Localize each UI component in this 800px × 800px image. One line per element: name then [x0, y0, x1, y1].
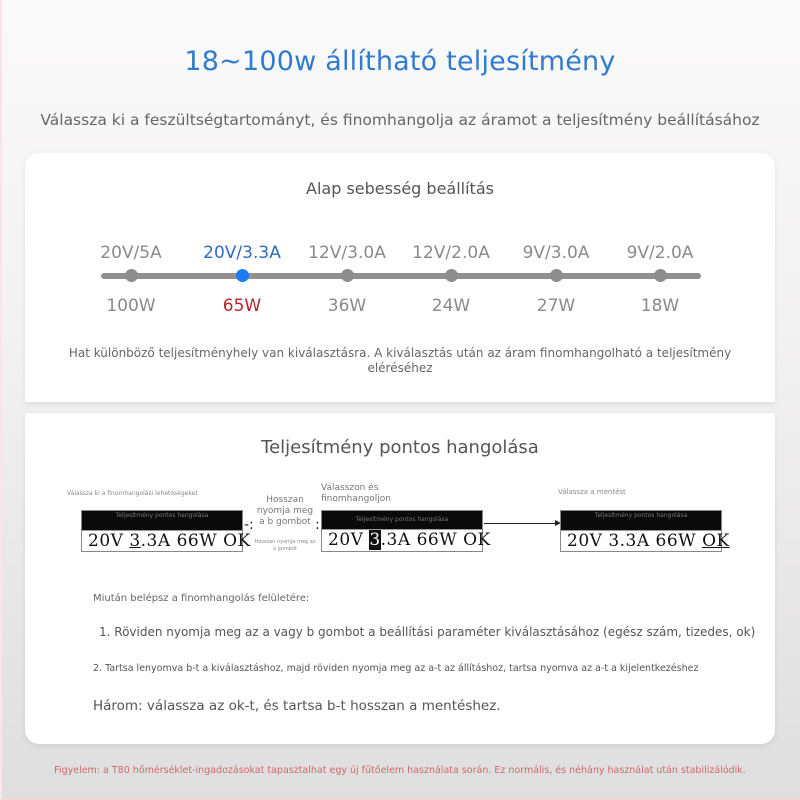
preset-stop-24w[interactable]: [396, 241, 506, 316]
instruction-step-2: 2. Tartsa lenyomva b-t a kiválasztáshoz, majd röviden nyomja meg az a-t az állításhoz, tartsa nyomva az a-t a kijelentkezéshez: [93, 663, 699, 674]
preset-voltage-label: 20V/5A: [100, 243, 162, 263]
slider-stop-dot[interactable]: [445, 269, 458, 282]
lcd-header: Teljesítmény pontos hangolása: [561, 511, 721, 530]
slider-stop-dot[interactable]: [341, 269, 354, 282]
lcd-reading: [82, 530, 251, 552]
lcd-power: 66W: [416, 530, 458, 550]
preset-voltage-label: 12V/3.0A: [308, 243, 386, 263]
finetune-card-title: Teljesítmény pontos hangolása: [261, 437, 539, 458]
connector-colon: -:: [244, 517, 254, 533]
preset-voltage-label: 12V/2.0A: [412, 243, 490, 263]
connector-colon: :: [315, 517, 320, 533]
arrow-line: [484, 523, 556, 524]
lcd-current-int-selected: 3: [369, 530, 381, 550]
preset-voltage-label: 20V/3.3A: [203, 243, 281, 263]
preset-card-title: Alap sebesség beállítás: [306, 179, 494, 198]
slider-stop-dot-selected[interactable]: [236, 269, 249, 282]
instruction-step-1: 1. Röviden nyomja meg az a vagy b gombot a beállítási paraméter kiválasztásához (egész szám, tizedes, ok): [99, 625, 756, 639]
stage2-caption: Válasszon és finomhangoljon: [321, 483, 392, 504]
preset-stop-27w[interactable]: [501, 241, 611, 316]
lcd-reading: [322, 529, 491, 551]
lcd-screen-stage3: [560, 510, 730, 552]
slider-stop-dot[interactable]: [654, 269, 667, 282]
page-subtitle: Válassza ki a feszültségtartományt, és finomhangolja az áramot a teljesítmény beállításához: [40, 111, 760, 129]
preset-stop-100w[interactable]: [76, 241, 186, 316]
lcd-power: 66W: [176, 531, 218, 551]
lcd-current-rest: .3A: [380, 530, 411, 550]
instructions-intro: Miután belépsz a finomhangolás felületére:: [93, 593, 310, 604]
preset-power-label: 18W: [640, 296, 680, 316]
stage3-caption: Válassza a mentést: [558, 488, 626, 496]
preset-note: Hat különböző teljesítményhely van kiválasztásra. A kiválasztás után az áram finomhangolható a teljesítmény eléréséhez: [68, 346, 732, 375]
transition1-label: Hosszan nyomja meg a b gombot: [256, 495, 314, 527]
preset-stop-18w[interactable]: [605, 241, 715, 316]
stage1-caption: Válassza ki a finomhangolási lehetőségeket: [67, 490, 198, 497]
slider-stop-dot[interactable]: [550, 269, 563, 282]
lcd-screen-stage1: [81, 510, 251, 552]
preset-power-label: 27W: [536, 296, 576, 316]
lcd-voltage: 20V: [567, 531, 603, 551]
preset-stop-65w[interactable]: [187, 241, 297, 316]
preset-power-label: 100W: [106, 296, 156, 316]
slider-stop-dot[interactable]: [125, 269, 138, 282]
transition1-sublabel: Hosszan nyomja meg az a gombot: [254, 539, 316, 552]
lcd-voltage: 20V: [328, 530, 364, 550]
lcd-header: Teljesítmény pontos hangolása: [322, 511, 482, 529]
page-title: 18~100w állítható teljesítmény: [184, 46, 616, 77]
power-preset-slider[interactable]: [101, 241, 701, 321]
lcd-current-rest: .3A: [140, 531, 171, 551]
preset-power-label: 65W: [222, 296, 262, 316]
finetune-card: [25, 413, 775, 744]
lcd-ok: OK: [463, 530, 491, 550]
lcd-header: Teljesítmény pontos hangolása: [82, 511, 242, 530]
lcd-power: 66W: [655, 531, 697, 551]
lcd-screen-stage2: [321, 510, 491, 552]
warning-note: Figyelem: a T80 hőmérséklet-ingadozásokat tapasztalhat egy új fűtőelem használata során. Ez normális, és néhány használat után stabilizálódik.: [54, 765, 746, 776]
lcd-current: 3.3A: [608, 531, 650, 551]
lcd-current-int: 3: [129, 531, 141, 551]
preset-stop-36w[interactable]: [292, 241, 402, 316]
preset-power-label: 36W: [327, 296, 367, 316]
preset-power-label: 24W: [431, 296, 471, 316]
preset-voltage-label: 9V/3.0A: [522, 243, 590, 263]
instruction-step-3: Három: válassza az ok-t, és tartsa b-t hosszan a mentéshez.: [93, 698, 501, 714]
preset-voltage-label: 9V/2.0A: [626, 243, 694, 263]
lcd-voltage: 20V: [88, 531, 124, 551]
lcd-reading: [561, 530, 730, 552]
preset-power-card: [25, 153, 775, 402]
lcd-ok: OK: [223, 531, 251, 551]
lcd-ok-selected: OK: [702, 531, 730, 551]
